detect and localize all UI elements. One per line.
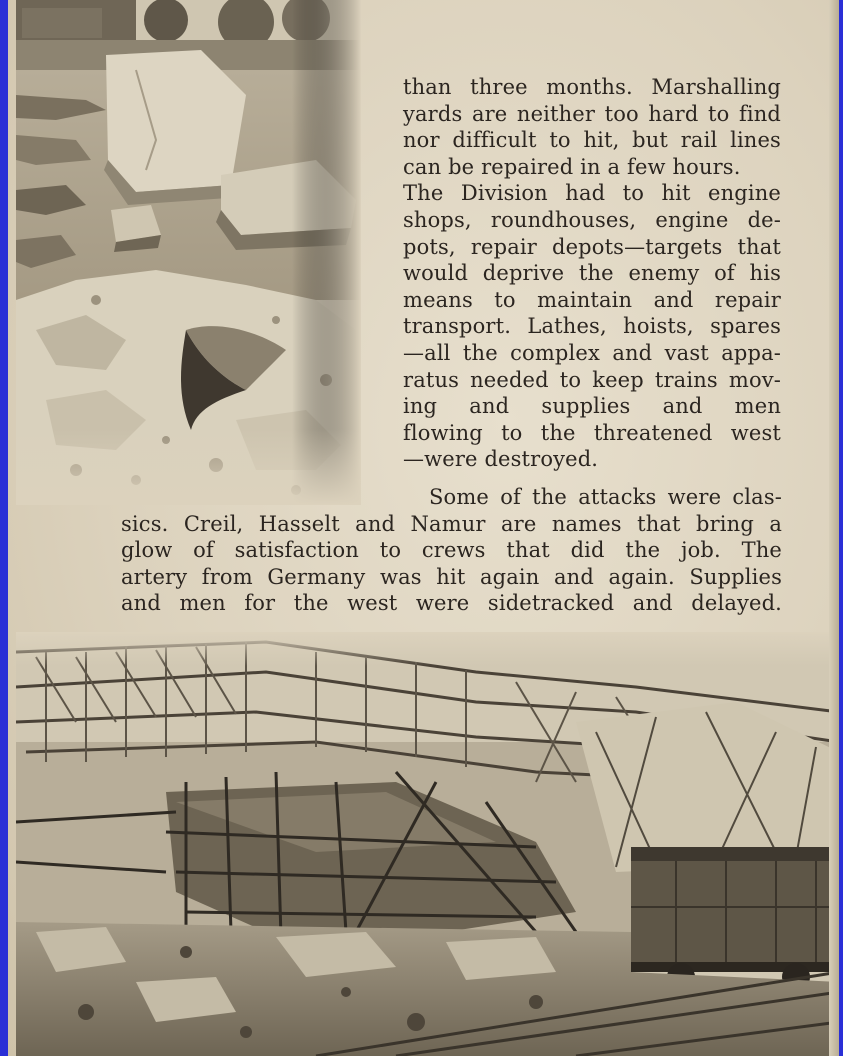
- text-line: ratus needed to keep trains mov-: [403, 367, 781, 392]
- text-line: would deprive the enemy of his: [403, 261, 781, 286]
- text-line: The Division had to hit engine: [403, 181, 781, 206]
- text-line: sics. Creil, Hasselt and Namur are names that bring a: [121, 511, 782, 536]
- text-line: than three months. Marshalling: [403, 75, 781, 99]
- article-upper-column: [403, 74, 781, 473]
- text-line: yards are neither too hard to find: [403, 101, 781, 126]
- text-line: means to maintain and repair: [403, 287, 781, 312]
- text-line: transport. Lathes, hoists, spares: [403, 314, 781, 339]
- photo-bombed-riverbank: [16, 0, 361, 505]
- text-line: flowing to the threatened west: [403, 420, 781, 445]
- text-line: can be repaired in a few hours.: [403, 154, 741, 179]
- text-line: shops, roundhouses, engine de-: [403, 207, 781, 232]
- book-page: [8, 0, 839, 1056]
- page-edge-shadow: [829, 0, 839, 1056]
- text-line: and men for the west were sidetracked and delayed.: [121, 591, 782, 616]
- photo-destroyed-engine-shed: [16, 632, 839, 1056]
- text-line: pots, repair depots—targets that: [403, 234, 781, 259]
- text-line: ing and supplies and men: [403, 394, 781, 419]
- text-line: Some of the attacks were clas-: [429, 485, 782, 509]
- text-line: —all the complex and vast appa-: [403, 340, 781, 365]
- article-lower-paragraph: [121, 484, 782, 617]
- text-line: artery from Germany was hit again and again. Supplies: [121, 564, 782, 589]
- text-line: —were destroyed.: [403, 447, 599, 472]
- text-line: glow of satisfaction to crews that did the job. The: [121, 538, 782, 563]
- text-line: nor difficult to hit, but rail lines: [403, 128, 781, 153]
